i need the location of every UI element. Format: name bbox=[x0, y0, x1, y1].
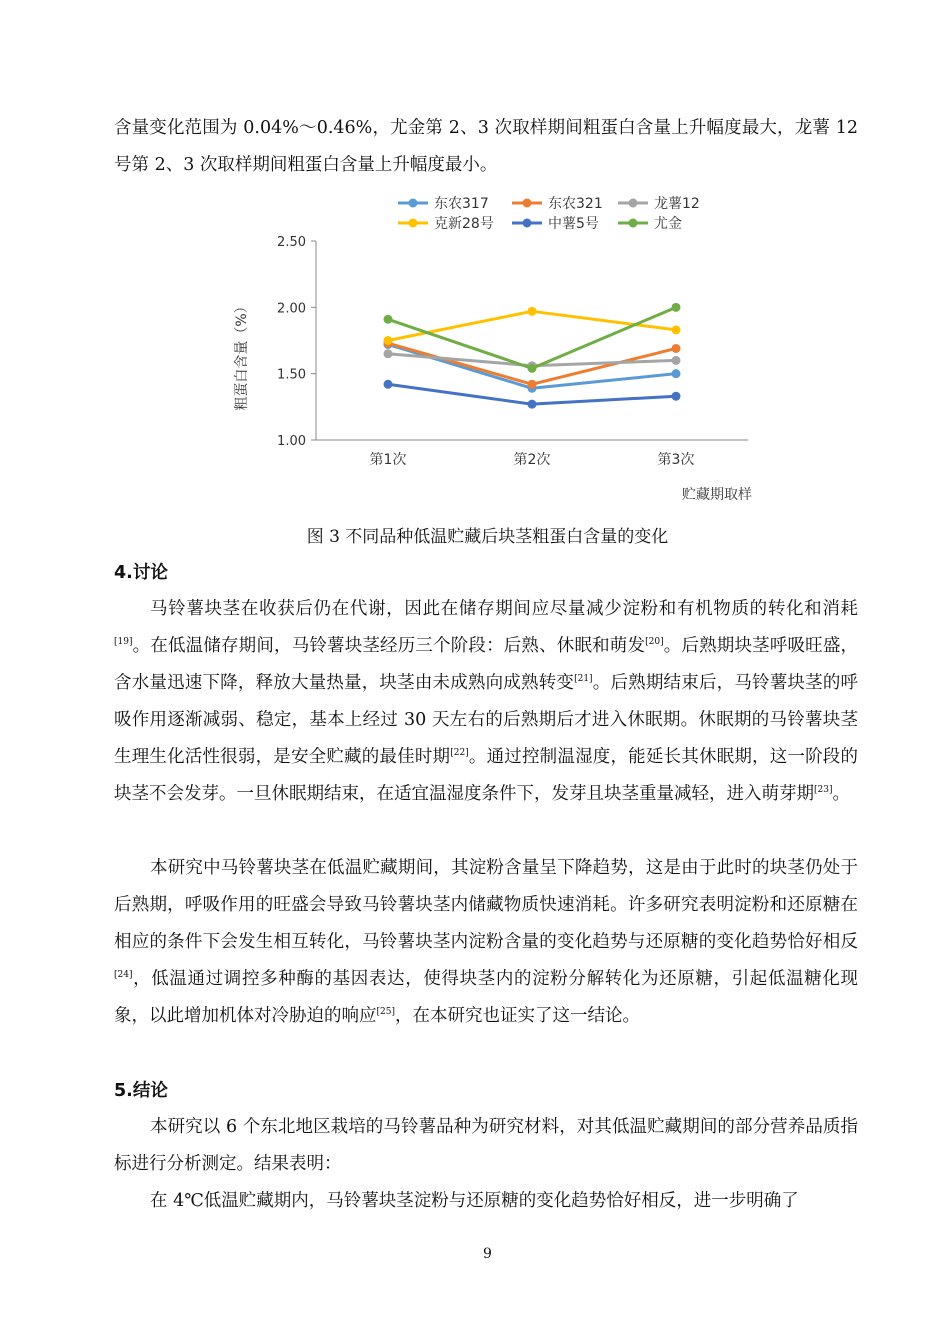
legend-label: 龙薯12 bbox=[654, 196, 700, 212]
page-number: 9 bbox=[483, 1246, 492, 1262]
legend-marker bbox=[523, 219, 532, 228]
citation: [20] bbox=[645, 637, 664, 648]
y-axis bbox=[277, 235, 316, 449]
legend-marker bbox=[409, 219, 418, 228]
legend-marker bbox=[523, 199, 532, 208]
legend-label: 东农321 bbox=[548, 196, 603, 212]
conclusion-paragraph-2: 在 4℃低温贮藏期内，马铃薯块茎淀粉与还原糖的变化趋势恰好相反，进一步明确了 bbox=[150, 1191, 799, 1211]
data-point bbox=[672, 392, 681, 401]
data-point bbox=[672, 303, 681, 312]
y-tick-label: 1.00 bbox=[277, 434, 306, 449]
data-point bbox=[672, 344, 681, 353]
x-axis-label: 贮藏期取样 bbox=[682, 487, 752, 503]
data-point bbox=[384, 315, 393, 324]
x-tick-label: 第2次 bbox=[513, 452, 551, 468]
x-axis bbox=[316, 440, 748, 468]
chart-legend bbox=[398, 195, 700, 232]
y-tick-label: 2.00 bbox=[277, 301, 306, 317]
data-point bbox=[528, 400, 537, 409]
protein-line-chart bbox=[220, 185, 770, 515]
data-point bbox=[672, 369, 681, 378]
data-point bbox=[672, 325, 681, 334]
data-point bbox=[528, 380, 537, 389]
discussion-heading: 4.讨论 bbox=[114, 563, 168, 583]
x-tick-label: 第3次 bbox=[657, 452, 695, 468]
citation: [24] bbox=[114, 970, 133, 981]
x-tick-label: 第1次 bbox=[369, 452, 407, 468]
conclusion-heading: 5.结论 bbox=[114, 1081, 168, 1101]
citation: [21] bbox=[574, 674, 593, 685]
y-tick-label: 2.50 bbox=[277, 235, 306, 250]
plot-area bbox=[384, 303, 681, 409]
legend-label: 尤金 bbox=[654, 216, 682, 232]
intro-paragraph: 含量变化范围为 0.04%～0.46%，尤金第 2、3 次取样期间粗蛋白含量上升幅度最大，龙薯 12 号第 2、3 次取样期间粗蛋白含量上升幅度最小。 bbox=[114, 118, 858, 175]
citation: [22] bbox=[450, 748, 469, 759]
data-point bbox=[672, 356, 681, 365]
citation: [23] bbox=[814, 785, 833, 796]
y-axis-label: 粗蛋白含量（%） bbox=[234, 299, 250, 411]
discussion-paragraph-1: 马铃薯块茎在收获后仍在代谢，因此在储存期间应尽量减少淀粉和有机物质的转化和消耗[19]。在低温储存期间，马铃薯块茎经历三个阶段：后熟、休眠和萌发[20]。后熟期块茎呼吸旺盛，含水量迅速下降，释放大量热量，块茎由未成熟向成熟转变[21]。后熟期结束后，马铃薯块茎的呼吸作用逐渐减弱、稳定，基本上经过 30 天左右的后熟期后才进入休眠期。休眠期的马铃薯块茎生理生化活性很弱，是安全贮藏的最佳时期[22]。通过控制温湿度，能延长其休眠期，这一阶段的块茎不会发芽。一旦休眠期结束，在适宜温湿度条件下，发芽且块茎重量减轻，进入萌芽期[23]。 bbox=[114, 599, 859, 804]
citation: [19] bbox=[114, 637, 133, 648]
discussion-paragraph-2: 本研究中马铃薯块茎在低温贮藏期间，其淀粉含量呈下降趋势，这是由于此时的块茎仍处于后熟期，呼吸作用的旺盛会导致马铃薯块茎内储藏物质快速消耗。许多研究表明淀粉和还原糖在相应的条件下会发生相互转化，马铃薯块茎内淀粉含量的变化趋势与还原糖的变化趋势恰好相反[24]，低温通过调控多种酶的基因表达，使得块茎内的淀粉分解转化为还原糖，引起低温糖化现象，以此增加机体对冷胁迫的响应[25]，在本研究也证实了这一结论。 bbox=[114, 858, 858, 1026]
data-point bbox=[528, 307, 537, 316]
y-tick-label: 1.50 bbox=[277, 367, 306, 383]
legend-marker bbox=[629, 219, 638, 228]
legend-label: 中薯5号 bbox=[548, 216, 599, 232]
citation: [25] bbox=[376, 1007, 395, 1018]
legend-label: 东农317 bbox=[434, 196, 489, 212]
conclusion-paragraph-1: 本研究以 6 个东北地区栽培的马铃薯品种为研究材料，对其低温贮藏期间的部分营养品质指标进行分析测定。结果表明： bbox=[114, 1117, 858, 1174]
data-point bbox=[528, 364, 537, 373]
legend-marker bbox=[409, 199, 418, 208]
figure-caption: 图 3 不同品种低温贮藏后块茎粗蛋白含量的变化 bbox=[306, 527, 669, 547]
legend-label: 克新28号 bbox=[434, 216, 494, 232]
legend-marker bbox=[629, 199, 638, 208]
data-point bbox=[384, 349, 393, 358]
data-point bbox=[384, 336, 393, 345]
data-point bbox=[384, 380, 393, 389]
